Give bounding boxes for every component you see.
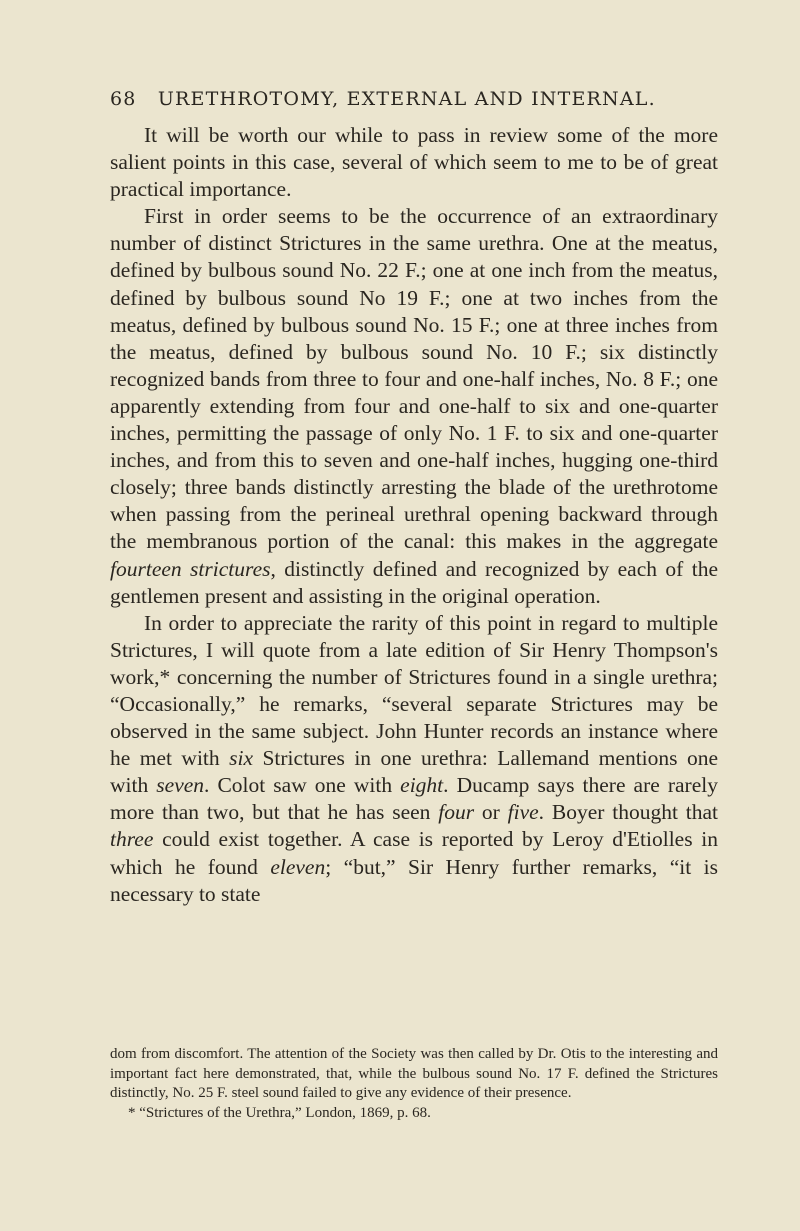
emphasis-six: six: [229, 746, 254, 771]
emphasis-three: three: [110, 827, 154, 852]
paragraph-strictures-count: [110, 203, 718, 609]
emphasis-seven: seven: [156, 773, 205, 798]
text-run: could exist together. A case is reported by Leroy d'Etiolles in which he found: [110, 827, 718, 879]
page-number: 68: [110, 88, 137, 110]
emphasis-four: four: [438, 800, 475, 825]
footnotes: [110, 1045, 718, 1123]
text-run: or: [474, 800, 508, 825]
text-run: . Ducamp says there are rarely more than two, but that he has seen: [110, 773, 718, 825]
emphasis-eight: eight: [400, 773, 444, 798]
footnote-reference: * “Strictures of the Urethra,” London, 1869, p. 68.: [128, 1104, 431, 1121]
text-run: . Colot saw one with: [204, 773, 401, 798]
text-run: First in order seems to be the occurrence of an extraordinary number of distinct Strictures in the same urethra. One at the meatus, defined by bulbous sound No. 22 F.; one at one inch from the meatus, defined by bulbous sound No 19 F.; one at two inches from the meatus, defined by bulbous sound No. 15 F.; one at three inches from the meatus, defined by bulbous sound No. 10 F.; six distinctly recognized bands from three to four and one-half inches, No. 8 F.; one apparently extending from four and one-half to six and one-quarter inches, permitting the passage of only No. 1 F. to six and one-quarter inches, and from this to seven and one-half inches, hugging one-third closely; three bands distinctly arresting the blade of the urethrotome when passing from the perineal urethral opening backward through the membranous portion of the canal: this makes in the aggregate: [110, 204, 718, 554]
emphasis-fourteen-strictures: fourteen strictures: [110, 556, 271, 581]
text-run: In order to appreciate the rarity of this point in regard to multiple Strictures, I will quote from a late edition of Sir Henry Thompson's work,* concerning the number of Strictures found in a single urethra; “Occasionally,” he remarks, “several separate Strictures may be observed in the same subject. John Hunter records an instance where he met with: [110, 610, 718, 771]
text-run: , distinctly defined and recognized by each of the gentlemen present and assisting in the original operation.: [110, 556, 718, 608]
running-title: URETHROTOMY, EXTERNAL AND INTERNAL.: [157, 88, 656, 110]
text-run: ; “but,” Sir Henry further remarks, “it is necessary to state: [110, 854, 719, 906]
paragraph-multiple-strictures: [110, 610, 718, 908]
paragraph-review: It will be worth our while to pass in review some of the more salient points in this case, several of which seem to me to be of great practical importance.: [110, 123, 718, 202]
main-text: [110, 122, 718, 908]
text-run: . Boyer thought that: [538, 800, 718, 825]
footnote-continuation: dom from discomfort. The attention of the Society was then called by Dr. Otis to the interesting and important fact here demonstrated, that, while the bulbous sound No. 17 F. defined the Strictures distinctly, No. 25 F. steel sound failed to give any evidence of their presence.: [110, 1046, 718, 1101]
running-header: [110, 88, 710, 110]
emphasis-eleven: eleven: [270, 854, 326, 879]
emphasis-five: five: [507, 800, 539, 825]
text-run: Strictures in one urethra: Lallemand mentions one with: [110, 746, 718, 798]
